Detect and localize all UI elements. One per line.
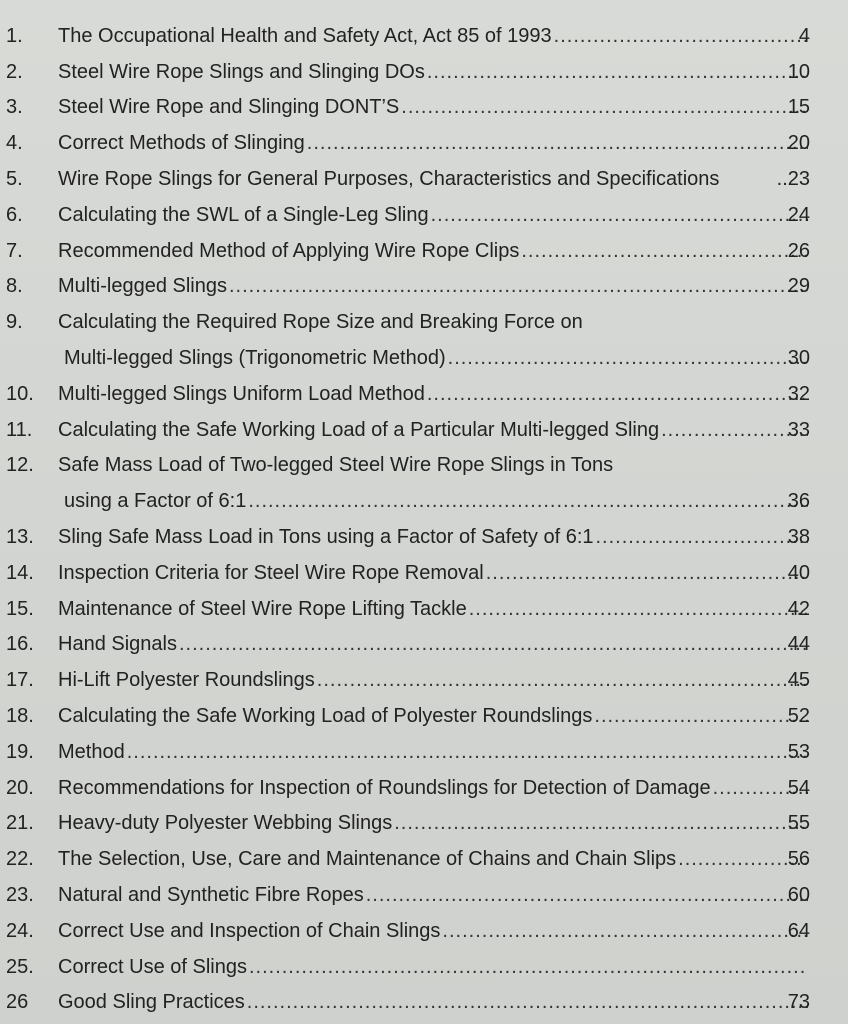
dot-leader xyxy=(248,489,808,513)
entry-title: Multi-legged Slings (Trigonometric Method) xyxy=(64,346,446,369)
dot-leader xyxy=(431,203,808,227)
dot-leader xyxy=(554,24,808,48)
entry-title: Method xyxy=(58,740,125,763)
entry-title: Calculating the Safe Working Load of a Particular Multi-legged Sling xyxy=(58,418,660,441)
entry-page: 52 xyxy=(787,704,810,727)
dot-leader xyxy=(521,239,808,263)
dot-leader xyxy=(448,346,808,370)
entry-page: 30 xyxy=(787,346,810,369)
entry-page: 42 xyxy=(787,597,810,620)
entry-number: 11. xyxy=(6,418,33,441)
entry-number: 2. xyxy=(6,60,23,83)
toc-entry xyxy=(0,300,848,336)
toc-entry xyxy=(0,587,848,623)
entry-title: Hi-Lift Polyester Roundslings xyxy=(58,669,315,692)
entry-page: 40 xyxy=(787,561,810,584)
entry-page: 15 xyxy=(787,96,810,119)
entry-number: 17. xyxy=(6,669,34,692)
toc-entry-continuation xyxy=(0,479,848,515)
entry-page: 26 xyxy=(787,239,810,262)
entry-title: Inspection Criteria for Steel Wire Rope Removal xyxy=(58,561,484,584)
toc-entry xyxy=(0,86,848,122)
entry-page: 45 xyxy=(787,669,810,692)
entry-page: 10 xyxy=(787,60,810,83)
toc-entry xyxy=(0,121,848,157)
entry-number: 13. xyxy=(6,525,34,548)
entry-number: 18. xyxy=(6,704,34,727)
entry-title: Wire Rope Slings for General Purposes, Characteristics and Specifications xyxy=(58,167,720,190)
toc-entry xyxy=(0,157,848,193)
entry-page: 54 xyxy=(787,776,810,799)
dot-leader xyxy=(594,704,808,728)
entry-number: 7. xyxy=(6,239,23,262)
entry-page: 29 xyxy=(787,275,810,298)
entry-page: 24 xyxy=(787,203,810,226)
toc-entry xyxy=(0,14,848,50)
entry-title: Correct Methods of Slinging xyxy=(58,132,305,155)
toc-entry xyxy=(0,193,848,229)
entry-title: Hand Signals xyxy=(58,633,177,656)
entry-page: 44 xyxy=(787,633,810,656)
toc-entry xyxy=(0,909,848,945)
dot-leader xyxy=(307,131,808,155)
entry-number: 22. xyxy=(6,848,34,871)
entry-number: 3. xyxy=(6,96,23,119)
entry-title: Recommendations for Inspection of Roundslings for Detection of Damage xyxy=(58,776,711,799)
entry-number: 6. xyxy=(6,203,23,226)
entry-page: 60 xyxy=(787,883,810,906)
entry-number: 19. xyxy=(6,740,34,763)
entry-number: 24. xyxy=(6,919,34,942)
toc-entry xyxy=(0,730,848,766)
dot-leader xyxy=(596,525,809,549)
table-of-contents xyxy=(0,14,848,1016)
toc-entry xyxy=(0,981,848,1017)
toc-entry xyxy=(0,945,848,981)
entry-page: 55 xyxy=(787,812,810,835)
entry-number: 12. xyxy=(6,454,34,477)
toc-entry xyxy=(0,658,848,694)
dot-leader xyxy=(317,668,808,692)
entry-number: 10. xyxy=(6,382,34,405)
entry-number: 8. xyxy=(6,275,23,298)
entry-number: 9. xyxy=(6,311,23,334)
entry-page: 38 xyxy=(787,525,810,548)
dot-leader xyxy=(127,740,808,764)
entry-number: 15. xyxy=(6,597,34,620)
toc-entry xyxy=(0,766,848,802)
toc-entry xyxy=(0,694,848,730)
entry-title: Correct Use of Slings xyxy=(58,955,247,978)
entry-title: Multi-legged Slings Uniform Load Method xyxy=(58,382,425,405)
toc-entry xyxy=(0,515,848,551)
entry-number: 23. xyxy=(6,883,34,906)
entry-number: 4. xyxy=(6,132,23,155)
entry-title: Correct Use and Inspection of Chain Slings xyxy=(58,919,441,942)
entry-title: The Occupational Health and Safety Act, Act 85 of 1993 xyxy=(58,24,552,47)
dot-leader xyxy=(249,955,808,979)
dot-leader xyxy=(247,990,808,1014)
entry-number: 20. xyxy=(6,776,34,799)
toc-entry xyxy=(0,444,848,480)
dot-leader xyxy=(427,60,808,84)
entry-title: using a Factor of 6:1 xyxy=(64,490,247,513)
toc-entry xyxy=(0,802,848,838)
entry-title: Good Sling Practices xyxy=(58,991,245,1014)
dot-leader xyxy=(366,883,808,907)
dot-leader xyxy=(179,632,808,656)
entry-title: Recommended Method of Applying Wire Rope Clips xyxy=(58,239,520,262)
entry-number: 26 xyxy=(6,991,29,1014)
entry-title: Steel Wire Rope Slings and Slinging DOs xyxy=(58,60,425,83)
entry-title: Safe Mass Load of Two-legged Steel Wire Rope Slings in Tons xyxy=(58,454,614,477)
toc-entry xyxy=(0,837,848,873)
entry-number: 14. xyxy=(6,561,34,584)
entry-page: 53 xyxy=(787,740,810,763)
entry-page: ..23 xyxy=(776,167,810,190)
entry-title: Calculating the Required Rope Size and Breaking Force on xyxy=(58,311,583,334)
toc-entry xyxy=(0,229,848,265)
entry-title: Calculating the Safe Working Load of Polyester Roundslings xyxy=(58,704,593,727)
dot-leader xyxy=(229,274,808,298)
entry-title: Maintenance of Steel Wire Rope Lifting Tackle xyxy=(58,597,467,620)
dot-leader xyxy=(394,811,808,835)
dot-leader xyxy=(401,95,808,119)
dot-leader xyxy=(442,919,808,943)
entry-number: 25. xyxy=(6,955,34,978)
entry-page: 73 xyxy=(787,991,810,1014)
entry-page: 56 xyxy=(787,848,810,871)
entry-number: 16. xyxy=(6,633,34,656)
entry-title: Heavy-duty Polyester Webbing Slings xyxy=(58,812,393,835)
toc-entry-continuation xyxy=(0,336,848,372)
dot-leader xyxy=(469,597,808,621)
entry-title: Natural and Synthetic Fibre Ropes xyxy=(58,883,364,906)
entry-title: Calculating the SWL of a Single-Leg Sling xyxy=(58,203,429,226)
entry-title: Multi-legged Slings xyxy=(58,275,227,298)
toc-entry xyxy=(0,408,848,444)
entry-title: Sling Safe Mass Load in Tons using a Factor of Safety of 6:1 xyxy=(58,525,594,548)
toc-entry xyxy=(0,551,848,587)
toc-entry xyxy=(0,265,848,301)
entry-title: The Selection, Use, Care and Maintenance of Chains and Chain Slips xyxy=(58,848,677,871)
toc-entry xyxy=(0,50,848,86)
dot-leader xyxy=(661,418,808,442)
entry-page: 20 xyxy=(787,132,810,155)
entry-number: 1. xyxy=(6,24,23,47)
entry-page: 33 xyxy=(787,418,810,441)
toc-entry xyxy=(0,873,848,909)
entry-page: 4 xyxy=(798,24,810,47)
toc-entry xyxy=(0,623,848,659)
dot-leader xyxy=(427,382,808,406)
entry-number: 21. xyxy=(6,812,34,835)
entry-page: 32 xyxy=(787,382,810,405)
entry-page: 36 xyxy=(787,490,810,513)
entry-title: Steel Wire Rope and Slinging DONT’S xyxy=(58,96,400,119)
entry-number: 5. xyxy=(6,167,23,190)
toc-entry xyxy=(0,372,848,408)
entry-page: 64 xyxy=(787,919,810,942)
dot-leader xyxy=(486,561,808,585)
